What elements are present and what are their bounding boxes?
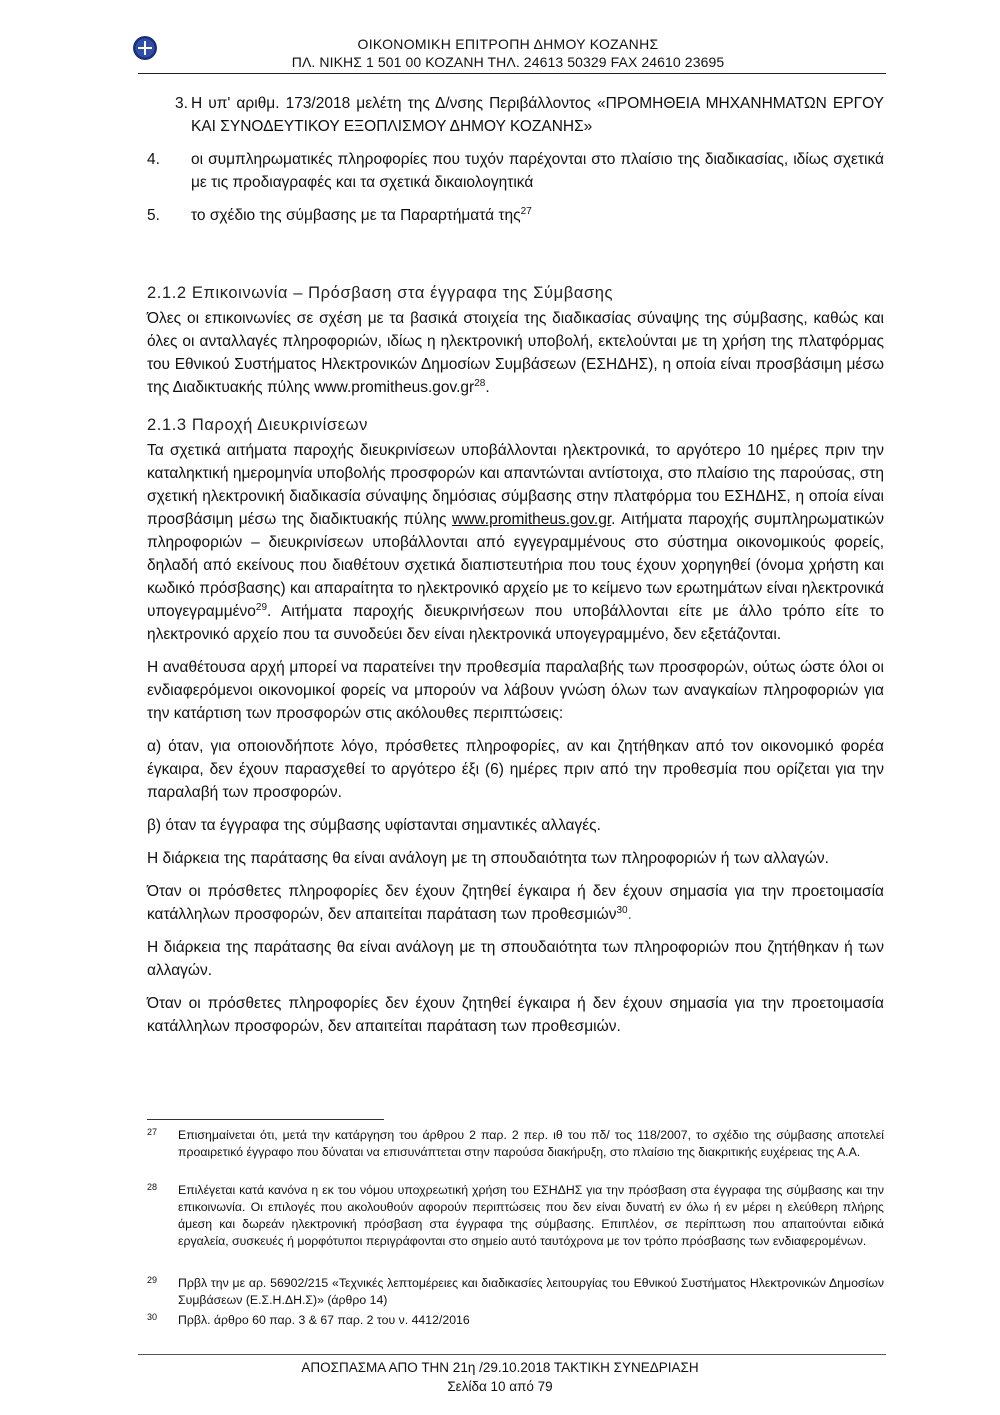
section-2-1-2-body: Όλες οι επικοινωνίες σε σχέση με τα βασικά στοιχεία της διαδικασίας σύναψης της σύμβασης, καθώς και όλες οι ανταλλαγές πληροφοριών, ιδίως η ηλεκτρονική υποβολή, εκτελούνται με τη χρήση της πλατφόρμας του Εθνικού Συστήματος Ηλεκτρονικών Δημοσίων Συμβάσεων (ΕΣΗΔΗΣ), η οποία είναι προσβάσιμη μέσω της Διαδικτυακής πύλης $www.promitheus.gov.gr^{28}$. xyxy=(147,310,884,396)
paragraph: Η διάρκεια της παράτασης θα είναι ανάλογη με τη σπουδαιότητα των πληροφοριών που ζητήθηκαν ή των αλλαγών. xyxy=(147,939,884,979)
footnote-ref[interactable]: 30 xyxy=(616,905,628,916)
section-heading-2-1-2: 2.1.2 Επικοινωνία – Πρόσβαση στα έγγραφα της Σύμβασης xyxy=(147,284,614,302)
paragraph-text: Όλες οι επικοινωνίες σε σχέση με τα βασικά στοιχεία της διαδικασίας σύναψης της σύμβασης, καθώς και όλες οι ανταλλαγές πληροφοριών, ιδίως η ηλεκτρονική υποβολή, εκτελούνται με τη χρήση της πλατφόρμας του Εθνικού Συστήματος Ηλεκτρονικών Δημοσίων Συμβάσεων (ΕΣΗΔΗΣ), η οποία είναι προσβάσιμη μέσω της Διαδικτυακής πύλης www.promitheus.gov.gr xyxy=(147,310,884,396)
list-text: το σχέδιο της σύμβασης με τα Παραρτήματά της xyxy=(191,207,521,224)
section-2-1-3-body xyxy=(147,439,884,1038)
footnote-ref[interactable]: 29 xyxy=(255,602,268,613)
paragraph: Τα σχετικά αιτήματα παροχής διευκρινίσεων υποβάλλονται ηλεκτρονικά, το αργότερο 10 ημέρες πριν την καταληκτική ημερομηνία υποβολής προσφορών και απαντώνται αντίστοιχα, στο πλαίσιο της παρούσας, στη σχετική ηλεκτρονική διαδικασία σύναψης δημόσιας σύμβασης στην πλατφόρμα του ΕΣΗΔΗΣ, η οποία είναι προσβάσιμη μέσω της διαδικτυακής πύλης www.promitheus.gov.gr. Αιτήματα παροχής συμπληρωματικών πληροφοριών – διευκρινίσεων υποβάλλονται από εγγεγραμμένους στο σύστημα οικονομικούς φορείς, δηλαδή από εκείνους που διαθέτουν σχετικά διαπιστευτήρια που τους έχουν χορηγηθεί (όνομα χρήστη και κωδικό πρόσβασης) και απαραίτητα το ηλεκτρονικό αρχείο με το κείμενο των ερωτημάτων είναι ηλεκτρονικά υπογεγραμμένο$^{29}$. Αιτήματα παροχής διευκρινήσεων που υποβάλλονται είτε με άλλο τρόπο είτε το ηλεκτρονικό αρχείο που τα συνοδεύει δεν είναι ηλεκτρονικά υπογεγραμμένο, δεν εξετάζονται. xyxy=(147,442,884,643)
footnote-text: Επιλέγεται κατά κανόνα η εκ του νόμου υποχρεωτική χρήση του ΕΣΗΔΗΣ για την πρόσβαση στα έγγραφα της σύμβασης και την επικοινωνία. Οι επιλογές που ακολουθούν αφορούν περιπτώσεις που δεν είναι δυνατή εν όλω ή εν μέρει η ελεύθερη πλήρης άμεση και δωρεάν ηλεκτρονική πρόσβαση στα έγγραφα της σύμβασης. Επιπλέον, σε περίπτωση που απαιτούνται ειδικά εργαλεία, συσκευές ή μορφότυποι περιγράφονται στο σημείο αυτό ταυτόχρονα με τον τρόπο πρόσβασης των ενδιαφερομένων. xyxy=(178,1183,884,1248)
footnote-ref[interactable]: 28 xyxy=(474,378,486,389)
paragraph-case-a: α) όταν, για οποιονδήποτε λόγο, πρόσθετες πληροφορίες, αν και ζητήθηκαν από τον οικονομικό φορέα έγκαιρα, δεν έχουν παρασχεθεί το αργότερο έξι (6) ημέρες πριν από την προθεσμία που ορίζεται για την παραλαβή των προσφορών. xyxy=(147,738,884,801)
footnote-ref[interactable]: 27 xyxy=(520,206,532,217)
footnote-number: 28 xyxy=(147,1182,158,1192)
footnote-number: 30 xyxy=(147,1312,158,1322)
header-address: ΠΛ. ΝΙΚΗΣ 1 501 00 ΚΟΖΑΝΗ ΤΗΛ. 24613 50329 FAX 24610 23695 xyxy=(291,54,725,70)
paragraph: Όταν οι πρόσθετες πληροφορίες δεν έχουν ζητηθεί έγκαιρα ή δεν έχουν σημασία για την προετοιμασία κατάλληλων προσφορών, δεν απαιτείται παράταση των προθεσμιών. xyxy=(147,995,884,1035)
list-number: 3. xyxy=(175,95,188,112)
footnote-number: 29 xyxy=(147,1275,158,1285)
paragraph: Η αναθέτουσα αρχή μπορεί να παρατείνει την προθεσμία παραλαβής των προσφορών, ούτως ώστε όλοι οι ενδιαφερόμενοι οικονομικοί φορείς να μπορούν να λάβουν γνώση όλων των αναγκαίων πληροφοριών για την κατάρτιση των προσφορών στις ακόλουθες περιπτώσεις: xyxy=(147,659,884,722)
page-header xyxy=(132,32,884,76)
footnote-text: Επισημαίνεται ότι, μετά την κατάργηση του άρθρου 2 παρ. 2 περ. ιθ του πδ/ τος 118/2007, το σχέδιο της σύμβασης αποτελεί προαιρετικό έγγραφο που δύναται να επισυνάπτεται στην παρούσα διακήρυξη, στο πλαίσιο της διακριτικής ευχέρειας της Α.Α. xyxy=(178,1128,884,1159)
footnote-divider xyxy=(147,1119,384,1120)
header-divider xyxy=(138,73,886,74)
header-org-name: ΟΙΚΟΝΟΜΙΚΗ ΕΠΙΤΡΟΠΗ ΔΗΜΟΥ ΚΟΖΑΝΗΣ xyxy=(357,36,659,52)
promitheus-link[interactable]: www.promitheus.gov.gr xyxy=(452,511,612,528)
footer-session-title: ΑΠΟΣΠΑΣΜΑ ΑΠΟ ΤΗΝ 21η /29.10.2018 ΤΑΚΤΙΚΗ ΣΥΝΕΔΡΙΑΣΗ xyxy=(301,1360,699,1375)
section-heading-2-1-3: 2.1.3 Παροχή Διευκρινίσεων xyxy=(147,416,368,434)
list-number: 5. xyxy=(147,207,160,224)
footer-divider xyxy=(138,1354,886,1355)
page-number: Σελίδα 10 από 79 xyxy=(447,1379,553,1394)
list-text: οι συμπληρωματικές πληροφορίες που τυχόν παρέχονται στο πλαίσιο της διαδικασίας, ιδίως σχετικά με τις προδιαγραφές και τα σχετικά δικαιολογητικά xyxy=(191,151,884,191)
paragraph: Όταν οι πρόσθετες πληροφορίες δεν έχουν ζητηθεί έγκαιρα ή δεν έχουν σημασία για την προετοιμασία κατάλληλων προσφορών, δεν απαιτείται παράταση των προθεσμιών$^{30}$. xyxy=(147,883,884,923)
footnote-text: Πρβλ. άρθρο 60 παρ. 3 & 67 παρ. 2 του ν. 4412/2016 xyxy=(178,1313,470,1327)
footnote-number: 27 xyxy=(147,1127,158,1137)
paragraph-case-b: β) όταν τα έγγραφα της σύμβασης υφίστανται σημαντικές αλλαγές. xyxy=(147,817,601,834)
footnote-text: Πρβλ την με αρ. 56902/215 «Τεχνικές λεπτομέρειες και διαδικασίες λειτουργίας του Εθνικού Συστήματος Ηλεκτρονικών Δημοσίων Συμβάσεων (Ε.Σ.Η.ΔΗ.Σ)» (άρθρο 14) xyxy=(178,1276,884,1307)
list-number: 4. xyxy=(147,151,160,168)
list-text: Η υπ' αριθμ. 173/2018 μελέτη της Δ/νσης Περιβάλλοντος «ΠΡΟΜΗΘΕΙΑ ΜΗΧΑΝΗΜΑΤΩΝ ΕΡΓΟΥ ΚΑΙ ΣΥΝΟΔΕΥΤΙΚΟΥ ΕΞΟΠΛΙΣΜΟΥ ΔΗΜΟΥ ΚΟΖΑΝΗΣ» xyxy=(191,95,884,135)
paragraph: Η διάρκεια της παράτασης θα είναι ανάλογη με τη σπουδαιότητα των πληροφοριών ή των αλλαγών. xyxy=(147,850,829,867)
